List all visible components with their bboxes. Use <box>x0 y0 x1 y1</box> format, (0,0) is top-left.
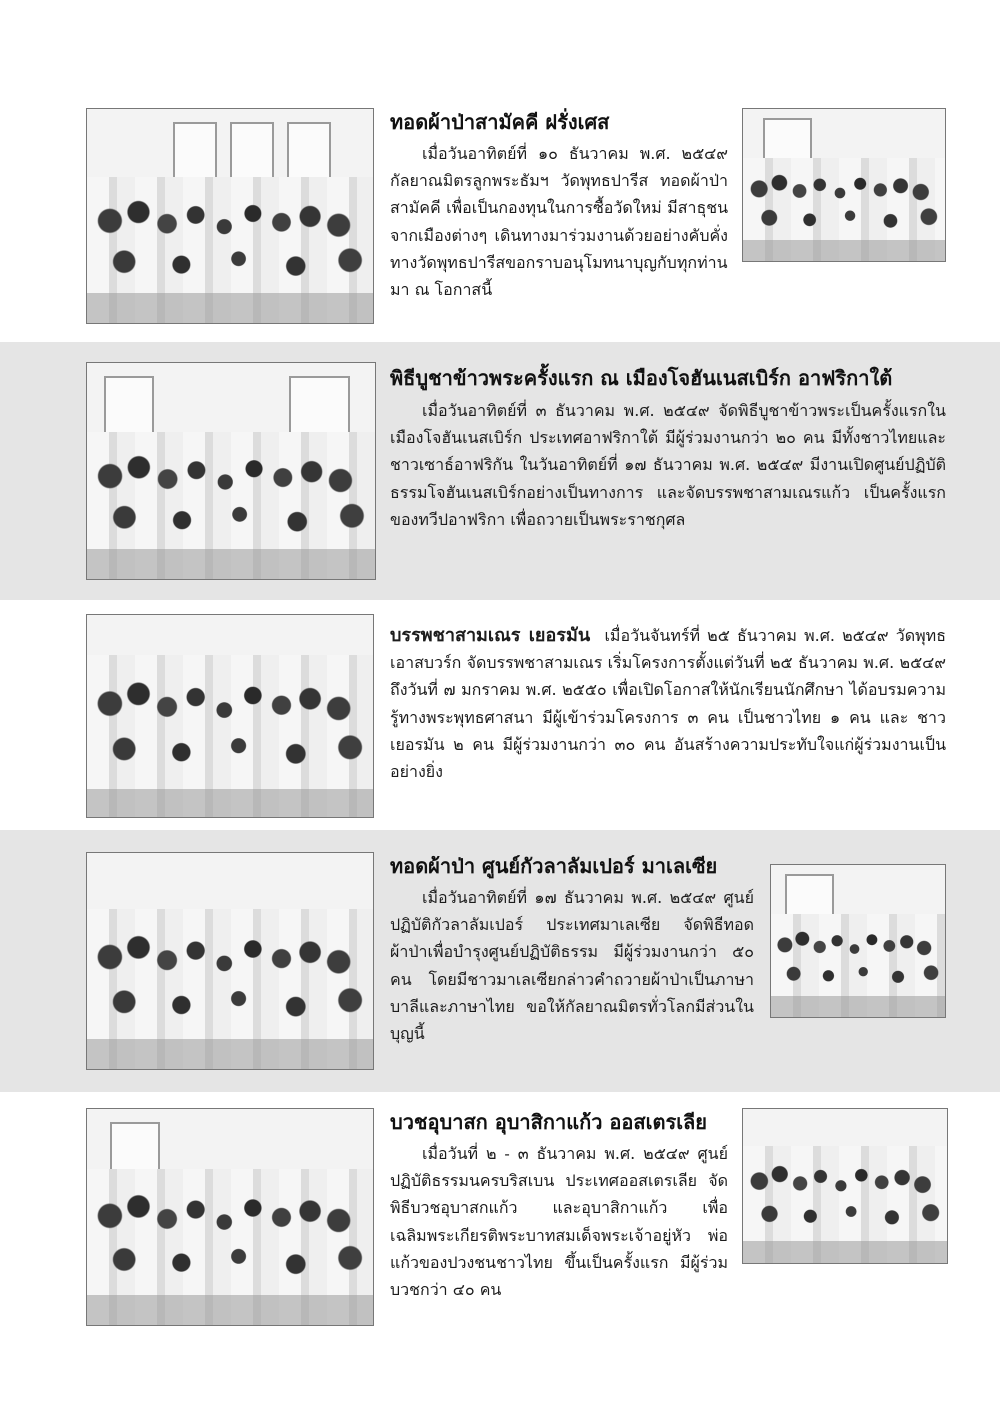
article-3-body-text: เมื่อวันจันทร์ที่ ๒๕ ธันวาคม พ.ศ. ๒๕๔๙ วัดพุทธเอาสบวร์ก จัดบรรพชาสามเณร เริ่มโครงการตั้งแต่วันที่ ๒๕ ธันวาคม พ.ศ. ๒๕๔๙ ถึงวันที่ ๗ มกราคม พ.ศ. ๒๕๕๐ เพื่อเปิดโอกาสให้นักเรียนนักศึกษา ได้อบรมความรู้ทางพระพุทธศาสนา มีผู้เข้าร่วมโครงการ ๓ คน เป็นชาวไทย ๑ คน และ ชาวเยอรมัน ๒ คน มีผู้ร่วมงานกว่า ๓๐ คน อันสร้างความประทับใจแก่ผู้ร่วมงานเป็นอย่างยิ่ง <box>390 626 946 782</box>
article-2-body <box>390 397 946 533</box>
article-2-body-text: เมื่อวันอาทิตย์ที่ ๓ ธันวาคม พ.ศ. ๒๕๔๙ จัดพิธีบูชาข้าวพระเป็นครั้งแรกในเมืองโจฮันเนสเบิร์ก ประเทศอาฟริกาใต้ มีผู้ร่วมงานกว่า ๒๐ คน มีทั้งชาวไทยและชาวเซาธ์อาฟริกัน ในวันอาทิตย์ที่ ๑๗ ธันวาคม พ.ศ. ๒๕๔๙ มีงานเปิดศูนย์ปฏิบัติธรรมโจฮันเนสเบิร์กอย่างเป็นทางการ และจัดบรรพชาสามเณรแก้ว เป็นครั้งแรกของทวีปอาฟริกา เพื่อถวายเป็นพระราชกุศล <box>390 401 947 529</box>
article-3-title: บรรพชาสามเณร เยอรมัน <box>390 625 591 646</box>
article-1-title: ทอดผ้าป่าสามัคคี ฝรั่งเศส <box>390 110 610 134</box>
article-4-body-text: เมื่อวันอาทิตย์ที่ ๑๗ ธันวาคม พ.ศ. ๒๕๔๙ ศูนย์ปฏิบัติกัวลาลัมเปอร์ ประเทศมาเลเซีย จัดพิธีทอดผ้าป่าเพื่อบำรุงศูนย์ปฏิบัติธรรม มีผู้ร่วมงานกว่า ๕๐ คน โดยมีชาวมาเลเซียกล่าวคำถวายผ้าป่าเป็นภาษาบาลีและภาษาไทย ขอให้กัลยาณมิตรทั่วโลกมีส่วนในบุญนี้ <box>390 888 754 1044</box>
article-1-body-text: เมื่อวันอาทิตย์ที่ ๑๐ ธันวาคม พ.ศ. ๒๕๔๙ กัลยาณมิตรลูกพระธัมฯ วัดพุทธปารีส ทอดผ้าป่าสามัคคี เพื่อเป็นกองทุนในการซื้อวัดใหม่ มีสาธุชนจากเมืองต่างๆ เดินทางมาร่วมงานด้วยอย่างคับคั่ง ทางวัดพุทธปารีสขอกราบอนุโมทนาบุญกับทุกท่านมา ณ โอกาสนี้ <box>390 144 728 300</box>
article-5-title: บวชอุบาสก อุบาสิกาแก้ว ออสเตรเลีย <box>390 1110 708 1134</box>
article-5-photo-side <box>742 1108 948 1264</box>
article-5-body <box>390 1140 728 1303</box>
article-3-photo-main <box>86 614 374 818</box>
article-4-photo-main <box>86 852 374 1070</box>
article-5-body-text: เมื่อวันที่ ๒ - ๓ ธันวาคม พ.ศ. ๒๕๔๙ ศูนย์ปฏิบัติธรรมนครบริสเบน ประเทศออสเตรเลีย จัดพิธีบวชอุบาสกแก้ว และอุบาสิกาแก้ว เพื่อเฉลิมพระเกียรติพระบาทสมเด็จพระเจ้าอยู่หัว พ่อแก้วของปวงชนชาวไทย ขึ้นเป็นครั้งแรก มีผู้ร่วมบวชกว่า ๔๐ คน <box>390 1144 728 1300</box>
article-2-photo-main <box>86 362 376 580</box>
article-5-photo-main <box>86 1108 374 1326</box>
article-1-photo-main <box>86 108 374 324</box>
article-4-photo-side <box>770 864 946 1018</box>
article-3-body <box>390 622 946 785</box>
article-4-title: ทอดผ้าป่า ศูนย์กัวลาลัมเปอร์ มาเลเซีย <box>390 854 718 878</box>
article-2-title: พิธีบูชาข้าวพระครั้งแรก ณ เมืองโจฮันเนสเบิร์ก อาฟริกาใต้ <box>390 366 893 390</box>
article-1-photo-side <box>742 108 946 262</box>
article-4-body <box>390 884 754 1047</box>
article-1-body <box>390 140 728 303</box>
